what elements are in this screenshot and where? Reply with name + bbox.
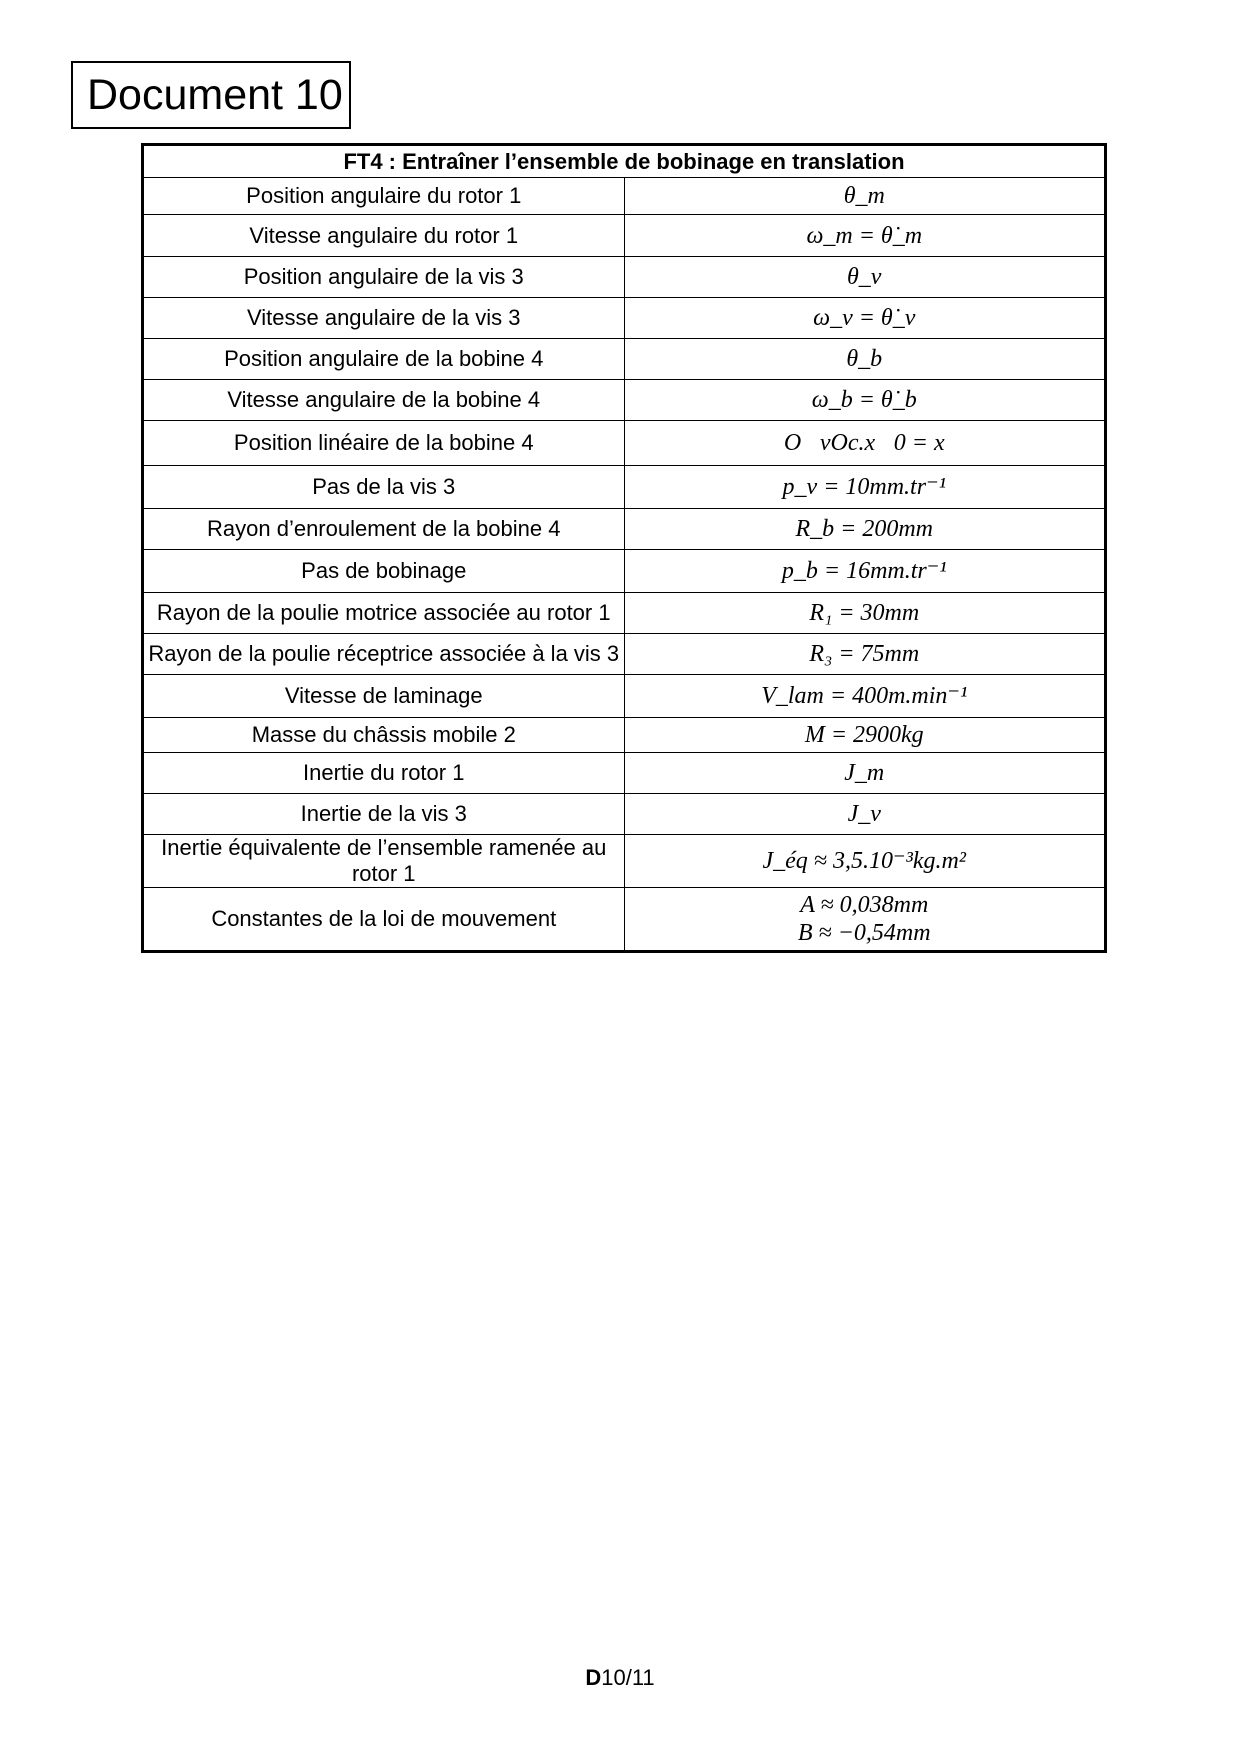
row-value: ω_m = θ̇_m xyxy=(624,215,1106,257)
row-label: Vitesse angulaire de la bobine 4 xyxy=(143,380,625,421)
table-title: FT4 : Entraîner l’ensemble de bobinage en translation xyxy=(143,145,1106,178)
row-value: V_lam = 400m.min⁻¹ xyxy=(624,675,1106,718)
table-row xyxy=(143,888,1106,952)
row-label: Rayon d’enroulement de la bobine 4 xyxy=(143,509,625,550)
row-value: J_v xyxy=(624,794,1106,835)
table-row xyxy=(143,466,1106,509)
row-value: M = 2900kg xyxy=(624,718,1106,753)
table-row xyxy=(143,634,1106,675)
row-label: Rayon de la poulie motrice associée au rotor 1 xyxy=(143,593,625,634)
row-value: ω_v = θ̇_v xyxy=(624,298,1106,339)
row-label: Vitesse angulaire de la vis 3 xyxy=(143,298,625,339)
row-value: R₃ = 75mm xyxy=(624,634,1106,675)
page-number xyxy=(0,1665,1240,1691)
table-row xyxy=(143,550,1106,593)
row-value: J_éq ≈ 3,5.10⁻³kg.m² xyxy=(624,835,1106,888)
row-value: ω_b = θ̇_b xyxy=(624,380,1106,421)
row-value: θ_m xyxy=(624,178,1106,215)
table-row xyxy=(143,178,1106,215)
row-label: Position linéaire de la bobine 4 xyxy=(143,421,625,466)
row-label: Inertie équivalente de l’ensemble ramenée au rotor 1 xyxy=(143,835,625,888)
row-value: θ_b xyxy=(624,339,1106,380)
row-label: Masse du châssis mobile 2 xyxy=(143,718,625,753)
function-table xyxy=(141,143,1107,953)
row-value: J_m xyxy=(624,753,1106,794)
row-label: Pas de bobinage xyxy=(143,550,625,593)
table-row xyxy=(143,794,1106,835)
row-label: Vitesse angulaire du rotor 1 xyxy=(143,215,625,257)
row-value: θ_v xyxy=(624,257,1106,298)
table-row xyxy=(143,509,1106,550)
row-label: Inertie de la vis 3 xyxy=(143,794,625,835)
row-label: Rayon de la poulie réceptrice associée à la vis 3 xyxy=(143,634,625,675)
row-value: p_b = 16mm.tr⁻¹ xyxy=(624,550,1106,593)
row-value: R₁ = 30mm xyxy=(624,593,1106,634)
page-number-rest: 10/11 xyxy=(601,1665,655,1690)
table-row xyxy=(143,835,1106,888)
table-row xyxy=(143,215,1106,257)
row-label: Position angulaire du rotor 1 xyxy=(143,178,625,215)
row-value: R_b = 200mm xyxy=(624,509,1106,550)
table-row xyxy=(143,421,1106,466)
row-value: A ≈ 0,038mm B ≈ −0,54mm xyxy=(624,888,1106,952)
table-row xyxy=(143,339,1106,380)
table-row xyxy=(143,675,1106,718)
row-value: O⃗vOc.x⃗0 = x xyxy=(624,421,1106,466)
row-value: p_v = 10mm.tr⁻¹ xyxy=(624,466,1106,509)
table-row xyxy=(143,380,1106,421)
page-number-prefix: D xyxy=(585,1665,602,1690)
row-label: Constantes de la loi de mouvement xyxy=(143,888,625,952)
table-row xyxy=(143,718,1106,753)
row-label: Position angulaire de la bobine 4 xyxy=(143,339,625,380)
table-row xyxy=(143,593,1106,634)
row-label: Pas de la vis 3 xyxy=(143,466,625,509)
row-label: Position angulaire de la vis 3 xyxy=(143,257,625,298)
row-label: Vitesse de laminage xyxy=(143,675,625,718)
row-label: Inertie du rotor 1 xyxy=(143,753,625,794)
table-row xyxy=(143,298,1106,339)
table-row xyxy=(143,257,1106,298)
document-label: Document 10 xyxy=(71,61,351,129)
table-row xyxy=(143,753,1106,794)
